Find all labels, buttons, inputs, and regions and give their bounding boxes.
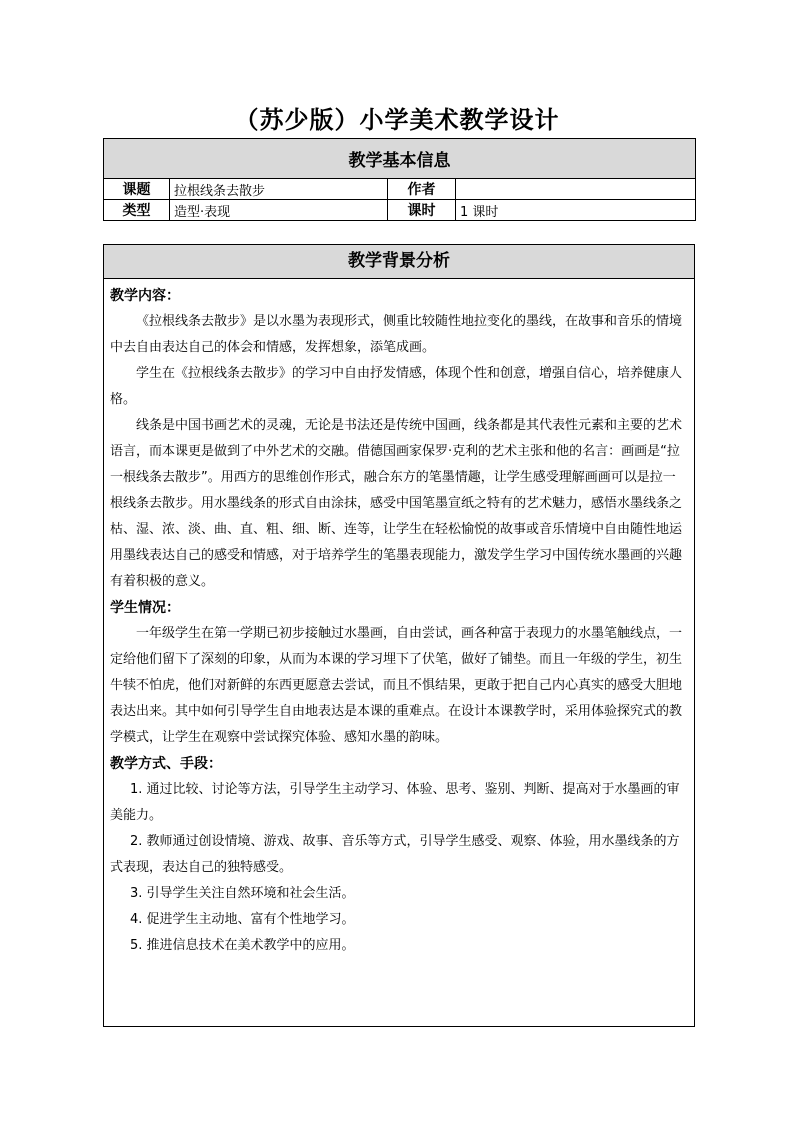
background-analysis-header: 教学背景分析 <box>104 245 694 279</box>
method-item: 4. 促进学生主动地、富有个性地学习。 <box>130 912 355 927</box>
author-value <box>456 179 696 200</box>
type-label: 类型 <box>104 200 170 221</box>
content-paragraph: 线条是中国书画艺术的灵魂，无论是书法还是传统中国画，线条都是其代表性元素和主要的艺术语言，而本课更是做到了中外艺术的交融。借德国画家保罗·克利的艺术主张和他的名言：画画是“拉一根线条去散步”。用西方的思维创作形式，融合东方的笔墨情趣，让学生感受理解画画可以是拉一根线条去散步。用水墨线条的形式自由涂抹，感受中国笔墨宣纸之特有的艺术魅力，感悟水墨线条之枯、湿、浓、淡、曲、直、粗、细、断、连等，让学生在轻松愉悦的故事或音乐情境中自由随性地运用墨线表达自己的感受和情感，对于培养学生的笔墨表现能力，激发学生学习中国传统水墨画的兴趣有着积极的意义。 <box>110 418 683 589</box>
document-title: （苏少版）小学美术教学设计 <box>234 106 560 134</box>
background-analysis-box <box>103 244 695 1027</box>
method-heading: 教学方式、手段： <box>110 756 222 772</box>
hours-value: 1 课时 <box>456 200 696 221</box>
course-label: 课题 <box>104 179 170 200</box>
content-paragraph: 《拉根线条去散步》是以水墨为表现形式，侧重比较随性地拉变化的墨线，在故事和音乐的情境中去自由表达自己的体会和情感，发挥想象，添笔成画。 <box>110 314 683 355</box>
method-item: 3. 引导学生关注自然环境和社会生活。 <box>130 886 355 901</box>
background-analysis-content <box>104 279 694 959</box>
content-heading: 教学内容： <box>110 288 180 304</box>
hours-label: 课时 <box>388 200 456 221</box>
method-item: 5. 推进信息技术在美术教学中的应用。 <box>130 938 355 953</box>
type-value: 造型·表现 <box>170 200 388 221</box>
course-value: 拉根线条去散步 <box>170 179 388 200</box>
basic-info-header: 教学基本信息 <box>104 139 696 179</box>
content-paragraph: 学生在《拉根线条去散步》的学习中自由抒发情感，体现个性和创意，增强自信心，培养健康人格。 <box>110 366 683 407</box>
basic-info-table <box>103 138 696 221</box>
method-item: 2. 教师通过创设情境、游戏、故事、音乐等方式，引导学生感受、观察、体验，用水墨线条的方式表现，表达自己的独特感受。 <box>110 834 680 875</box>
author-label: 作者 <box>388 179 456 200</box>
student-heading: 学生情况： <box>110 600 180 616</box>
student-paragraph: 一年级学生在第一学期已初步接触过水墨画，自由尝试，画各种富于表现力的水墨笔触线点，一定给他们留下了深刻的印象，从而为本课的学习埋下了伏笔，做好了铺垫。而且一年级的学生，初生牛犊不怕虎，他们对新鲜的东西更愿意去尝试，而且不惧结果，更敢于把自己内心真实的感受大胆地表达出来。其中如何引导学生自由地表达是本课的重难点。在设计本课教学时，采用体验探究式的教学模式，让学生在观察中尝试探究体验、感知水墨的韵味。 <box>110 626 683 745</box>
method-item: 1. 通过比较、讨论等方法，引导学生主动学习、体验、思考、鉴别、判断、提高对于水墨画的审美能力。 <box>110 782 680 823</box>
